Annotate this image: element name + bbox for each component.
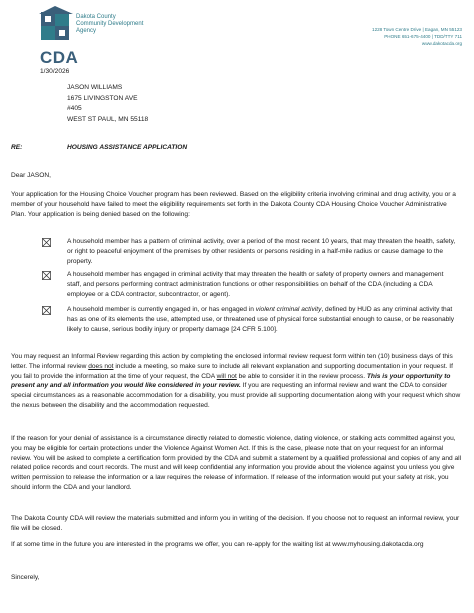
reason-text	[67, 306, 454, 333]
subject-line	[11, 144, 187, 151]
reason-item	[67, 270, 457, 299]
org-line-2: Community Development	[76, 21, 144, 27]
review-emphasis: This is your opportunity to present any and all information you would like considered in your review.	[11, 372, 451, 390]
review-underline: will not	[216, 372, 237, 380]
checked-checkbox-icon	[42, 271, 51, 280]
review-text: If you are requesting an informal review and want the CDA to consider special circumstances as a reasonable accommodation for a disability, you must provide all supporting documentation along with your request which show the nexus between the disability and the accommodation requested.	[11, 382, 461, 409]
review-text: include a meeting, so make sure to include all relevant explanation and supporting documentation in your request. If you fail to provide the information at the time of your request, the CDA	[11, 362, 453, 380]
decision-paragraph: The Dakota County CDA will review the materials submitted and inform you in writing of the decision. If you choose not to request an informal review, your file will be closed.	[11, 515, 460, 532]
re-subject: HOUSING ASSISTANCE APPLICATION	[67, 144, 188, 151]
address-line-1: 1228 Town Centre Drive | Eagan, MN 55123	[372, 27, 462, 32]
reason-text: A household member has a pattern of criminal activity, over a period of the most recent 10 years, that may threaten the health, safety, or right to peaceful enjoyment of the premises by other residents or persons residing in a half-mile radius or cause damage to the property.	[67, 238, 456, 265]
informal-review-paragraph	[11, 352, 463, 411]
letter-date: 1/30/2026	[40, 68, 70, 75]
website[interactable]: www.dakotacda.org	[421, 41, 462, 46]
checked-checkbox-icon	[42, 306, 51, 315]
signoff: Sincerely,	[11, 574, 40, 581]
org-line-1: Dakota County	[76, 14, 116, 20]
organization-name	[76, 14, 143, 35]
recipient-street: 1675 LIVINGSTON AVE	[67, 94, 138, 102]
recipient-address	[67, 83, 148, 125]
reapply-paragraph: If at some time in the future you are interested in the programs we offer, you can re-apply for the waiting list at www.myhousing.dakotacda.org	[11, 541, 424, 548]
recipient-city: WEST ST PAUL, MN 55118	[67, 115, 149, 123]
re-label: RE:	[11, 144, 23, 151]
org-line-3: Agency	[76, 28, 97, 34]
reason-text-part: , defined by HUD as any criminal activity that has as one of its elements the use, attempted use, or threatened use of physical force substantial enough to cause, or be reasonably likely to cause, serious bodily injury or property damage [24 CFR 5.100].	[67, 306, 455, 333]
review-text: be able to consider it in the review process.	[236, 372, 367, 380]
letterhead-address	[372, 26, 462, 47]
reason-emphasis: violent criminal activity	[255, 306, 322, 313]
checked-checkbox-icon	[42, 238, 51, 247]
greeting: Dear JASON,	[11, 172, 51, 179]
reason-text: A household member has engaged in criminal activity that may threaten the health or safety of property owners and management staff, and persons performing contract administration functions or other responsibilities on behalf of the CDA (including a CDA employee or a CDA contractor, subcontractor, or agent).	[67, 271, 444, 298]
review-text: You may request an Informal Review regarding this action by completing the enclosed informal review request form within ten (10) business days of this letter. The informal review	[11, 353, 453, 370]
address-line-2: PHONE 651-675-4400 | TDD/TTY 711	[384, 34, 462, 39]
reason-item	[67, 237, 457, 266]
intro-paragraph: Your application for the Housing Choice Voucher program has been reviewed. Based on the eligibility criteria involving criminal and drug activity, you or a member of your household have failed to meet the eligibility requirements set forth in the Dakota County CDA Housing Choice Voucher Administrative Plan. Your application is being denied based on the following:	[11, 191, 456, 218]
reason-text-part: A household member is currently engaged in, or has engaged in	[67, 306, 256, 313]
recipient-name: JASON WILLIAMS	[67, 84, 123, 91]
vawa-paragraph: If the reason for your denial of assistance is a circumstance directly related to domestic violence, dating violence, or stalking acts committed against you, you may be eligible for certain protections under the Violence Against Women Act. If this is the case, please note that on your request for an informal review. You will be asked to complete a certification form provided by the CDA and submit a statement by a qualified professional and copies of any and all related police records and court records. The must and will keep confidential any information you provide about the violence against you unless you give written permission to release the information or a law requires the release of information. If release of the information would put your safety at risk, you should inform the CDA and your landlord.	[11, 435, 462, 491]
cda-wordmark: CDA	[40, 48, 79, 67]
reason-item	[67, 305, 457, 334]
review-underline: does not	[88, 362, 114, 370]
recipient-unit: #405	[67, 105, 82, 112]
